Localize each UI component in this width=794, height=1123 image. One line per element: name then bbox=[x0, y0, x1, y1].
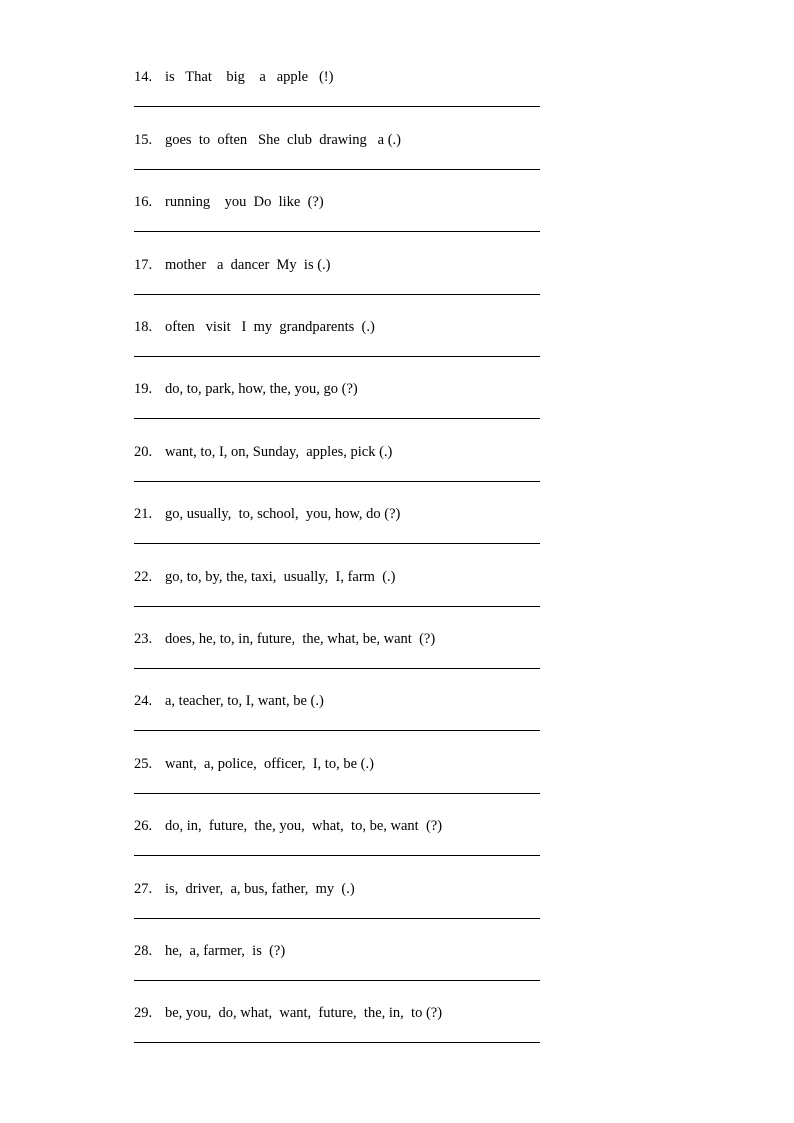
question-text bbox=[134, 568, 395, 586]
answer-line[interactable] bbox=[134, 730, 540, 731]
question-item bbox=[134, 443, 540, 505]
answer-line[interactable] bbox=[134, 543, 540, 544]
question-number: 28. bbox=[134, 943, 153, 959]
question-number: 27. bbox=[134, 881, 153, 897]
question-text bbox=[134, 692, 324, 710]
question-number: 14. bbox=[134, 69, 153, 85]
answer-line[interactable] bbox=[134, 356, 540, 357]
answer-line[interactable] bbox=[134, 1042, 540, 1043]
question-item bbox=[134, 692, 540, 754]
answer-line[interactable] bbox=[134, 106, 540, 107]
scrambled-words: be, you, do, what, want, future, the, in, to (?) bbox=[165, 1005, 443, 1021]
question-item bbox=[134, 817, 540, 879]
scrambled-words: does, he, to, in, future, the, what, be, want (?) bbox=[165, 631, 436, 647]
answer-line[interactable] bbox=[134, 855, 540, 856]
answer-line[interactable] bbox=[134, 793, 540, 794]
question-text bbox=[134, 131, 401, 149]
question-number: 29. bbox=[134, 1005, 153, 1021]
question-number: 19. bbox=[134, 381, 153, 397]
question-text bbox=[134, 193, 324, 211]
question-item bbox=[134, 193, 540, 255]
scrambled-words: want, a, police, officer, I, to, be (.) bbox=[165, 756, 374, 772]
question-item bbox=[134, 1004, 540, 1066]
answer-line[interactable] bbox=[134, 668, 540, 669]
answer-line[interactable] bbox=[134, 606, 540, 607]
scrambled-words: do, to, park, how, the, you, go (?) bbox=[165, 381, 358, 397]
question-item bbox=[134, 568, 540, 630]
scrambled-words: do, in, future, the, you, what, to, be, want (?) bbox=[165, 818, 443, 834]
question-item bbox=[134, 942, 540, 1004]
question-text bbox=[134, 817, 442, 835]
answer-line[interactable] bbox=[134, 231, 540, 232]
scrambled-words: go, usually, to, school, you, how, do (?) bbox=[165, 506, 401, 522]
scrambled-words: want, to, I, on, Sunday, apples, pick (.) bbox=[165, 444, 393, 460]
question-item bbox=[134, 380, 540, 442]
scrambled-words: go, to, by, the, taxi, usually, I, farm (.) bbox=[165, 569, 396, 585]
question-item bbox=[134, 68, 540, 130]
answer-line[interactable] bbox=[134, 481, 540, 482]
question-item bbox=[134, 505, 540, 567]
question-item bbox=[134, 755, 540, 817]
answer-line[interactable] bbox=[134, 418, 540, 419]
question-text bbox=[134, 880, 355, 898]
question-number: 25. bbox=[134, 756, 153, 772]
scrambled-words: is That big a apple (!) bbox=[165, 69, 334, 85]
question-number: 16. bbox=[134, 194, 153, 210]
question-item bbox=[134, 131, 540, 193]
answer-line[interactable] bbox=[134, 294, 540, 295]
scrambled-words: mother a dancer My is (.) bbox=[165, 257, 331, 273]
question-number: 21. bbox=[134, 506, 153, 522]
question-text bbox=[134, 505, 400, 523]
question-item bbox=[134, 630, 540, 692]
question-number: 26. bbox=[134, 818, 153, 834]
question-text bbox=[134, 256, 331, 274]
question-number: 15. bbox=[134, 132, 153, 148]
question-text bbox=[134, 630, 435, 648]
answer-line[interactable] bbox=[134, 980, 540, 981]
question-text bbox=[134, 755, 374, 773]
question-number: 17. bbox=[134, 257, 153, 273]
question-text bbox=[134, 380, 358, 398]
question-text bbox=[134, 942, 285, 960]
question-text bbox=[134, 68, 333, 86]
question-number: 18. bbox=[134, 319, 153, 335]
scrambled-words: is, driver, a, bus, father, my (.) bbox=[165, 881, 355, 897]
scrambled-words: a, teacher, to, I, want, be (.) bbox=[165, 693, 324, 709]
question-text bbox=[134, 443, 392, 461]
scrambled-words: often visit I my grandparents (.) bbox=[165, 319, 375, 335]
scrambled-words: he, a, farmer, is (?) bbox=[165, 943, 286, 959]
scrambled-words: running you Do like (?) bbox=[165, 194, 324, 210]
question-number: 20. bbox=[134, 444, 153, 460]
question-item bbox=[134, 318, 540, 380]
question-item bbox=[134, 880, 540, 942]
question-text bbox=[134, 318, 375, 336]
scrambled-words: goes to often She club drawing a (.) bbox=[165, 132, 401, 148]
question-item bbox=[134, 256, 540, 318]
question-number: 24. bbox=[134, 693, 153, 709]
question-text bbox=[134, 1004, 442, 1022]
answer-line[interactable] bbox=[134, 169, 540, 170]
answer-line[interactable] bbox=[134, 918, 540, 919]
question-number: 22. bbox=[134, 569, 153, 585]
question-number: 23. bbox=[134, 631, 153, 647]
